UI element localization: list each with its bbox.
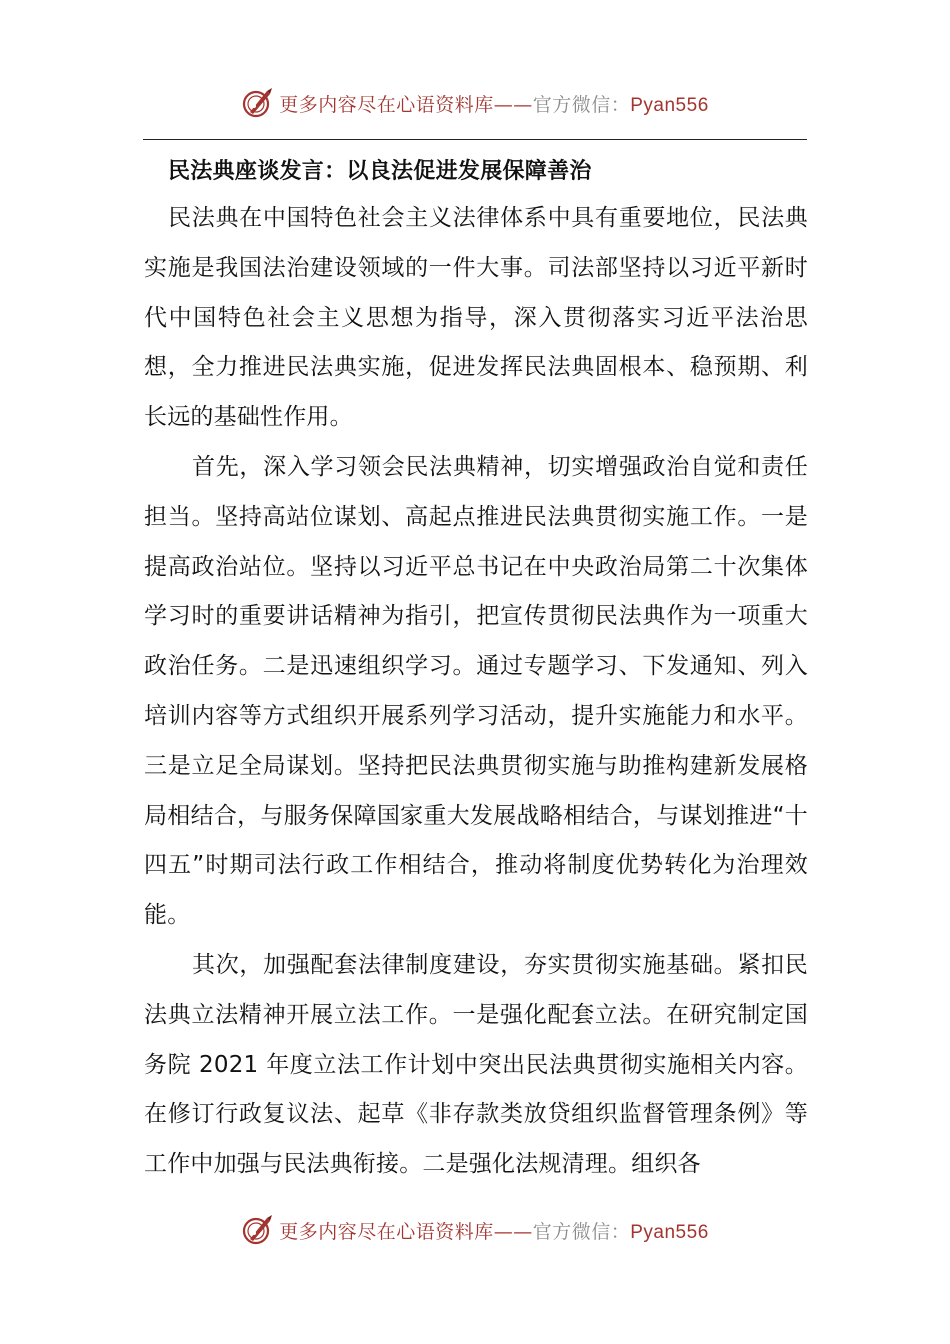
quill-logo-icon: [241, 86, 275, 120]
document-body: [144, 150, 808, 1190]
banner-separator: ——: [493, 1220, 533, 1243]
footer-banner-text: [279, 1217, 709, 1244]
site-name: 更多内容尽在心语资料库: [279, 1220, 494, 1243]
paragraph-intro: 民法典在中国特色社会主义法律体系中具有重要地位，民法典实施是我国法治建设领域的一件大事。司法部坚持以习近平新时代中国特色社会主义思想为指导，深入贯彻落实习近平法治思想，全力推进民法典实施，促进发挥民法典固根本、稳预期、利长远的基础性作用。: [144, 205, 808, 431]
site-name: 更多内容尽在心语资料库: [279, 93, 494, 116]
document-title: 民法典座谈发言：以良法促进发展保障善治: [168, 159, 592, 184]
paragraph-first: 首先，深入学习领会民法典精神，切实增强政治自觉和责任担当。坚持高站位谋划、高起点推进民法典贯彻实施工作。一是提高政治站位。坚持以习近平总书记在中央政治局第二十次集体学习时的重要讲话精神为指引，把宣传贯彻民法典作为一项重大政治任务。二是迅速组织学习。通过专题学习、下发通知、列入培训内容等方式组织开展系列学习活动，提升实施能力和水平。三是立足全局谋划。坚持把民法典贯彻实施与助推构建新发展格局相结合，与服务保障国家重大发展战略相结合，与谋划推进“十四五”时期司法行政工作相结合，推动将制度优势转化为治理效能。: [144, 453, 808, 929]
footer-banner: [0, 1210, 950, 1250]
quill-logo-icon: [241, 1213, 275, 1247]
wechat-label: 官方微信：: [532, 1220, 631, 1243]
paragraph-second: 其次，加强配套法律制度建设，夯实贯彻实施基础。紧扣民法典立法精神开展立法工作。一是强化配套立法。在研究制定国务院 2021 年度立法工作计划中突出民法典贯彻实施相关内容。在修订行政复议法、起草《非存款类放贷组织监督管理条例》等工作中加强与民法典衔接。二是强化法规清理。组织各: [144, 951, 808, 1178]
wechat-id: Pyan556: [630, 1221, 709, 1243]
wechat-label: 官方微信：: [532, 93, 631, 116]
wechat-id: Pyan556: [630, 94, 709, 116]
header-banner: [0, 83, 950, 123]
header-divider: [143, 139, 807, 140]
banner-separator: ——: [493, 93, 533, 116]
header-banner-text: [279, 90, 709, 117]
